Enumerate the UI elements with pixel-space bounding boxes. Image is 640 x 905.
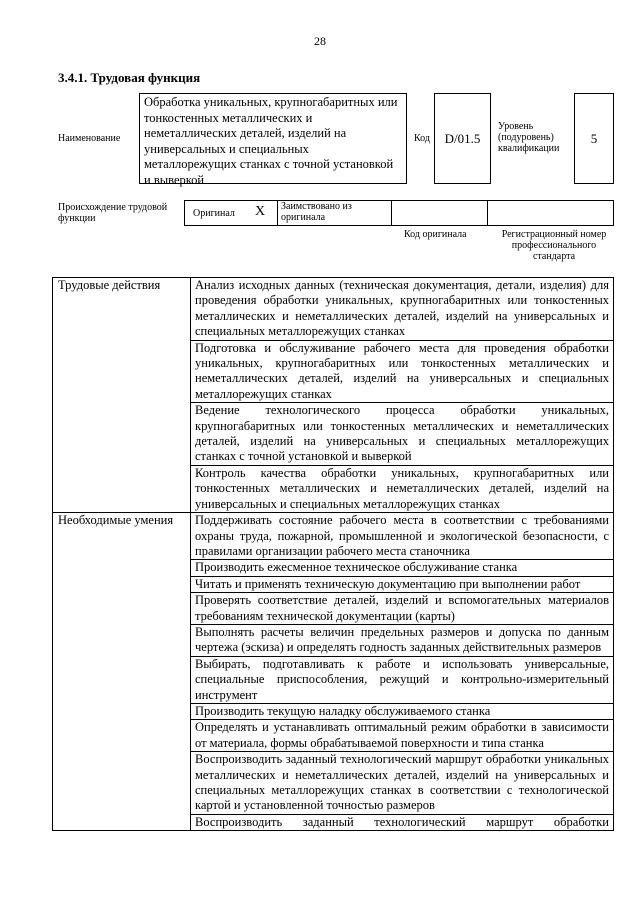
action-item: Ведение технологического процесса обработки уникальных, крупногабаритных или тонкостенных металлических и неметаллических деталей, изделий на универсальных и специальных металлорежущих станках с точной установкой и выверкой — [191, 403, 614, 466]
skill-item: Выбирать, подготавливать к работе и использовать универсальные, специальные приспособления, режущий и контрольно-измерительный инструмент — [191, 656, 614, 703]
skill-item: Воспроизводить заданный технологический маршрут обработки — [191, 814, 614, 830]
section-title: 3.4.1. Трудовая функция — [58, 70, 201, 85]
code-original-label: Код оригинала — [404, 229, 467, 240]
level-value-box: 5 — [574, 93, 614, 184]
reg-number-label: Регистрационный номер профессионального стандарта — [501, 229, 607, 262]
origin-divider — [487, 201, 488, 225]
borrowed-label: Заимствовано из оригинала — [281, 201, 352, 223]
code-label: Код — [414, 133, 430, 144]
function-table — [52, 277, 614, 831]
original-mark: X — [255, 204, 266, 219]
name-label: Наименование — [58, 133, 121, 144]
skill-item: Поддерживать состояние рабочего места в соответствии с требованиями охраны труда, пожарной, промышленной и экологической безопасности, с правилами организации рабочего места станочника — [191, 513, 614, 560]
skill-item: Производить текущую наладку обслуживаемого станка — [191, 703, 614, 719]
page-bottom-margin — [0, 845, 640, 905]
skill-item: Выполнять расчеты величин предельных размеров и допуска по данным чертежа (эскиза) и определять годность заданных действительных размеров — [191, 624, 614, 656]
action-item: Контроль качества обработки уникальных, крупногабаритных или тонкостенных металлических и неметаллических деталей, изделий на универсальных и специальных металлорежущих станках — [191, 465, 614, 512]
origin-label: Происхождение трудовой функции — [58, 202, 168, 224]
skill-item: Производить ежесменное техническое обслуживание станка — [191, 560, 614, 576]
actions-label: Трудовые действия — [53, 278, 191, 513]
origin-divider — [391, 201, 392, 225]
function-name-box: Обработка уникальных, крупногабаритных или тонкостенных металлических и неметаллических деталей, изделий на универсальных и специальных металлорежущих станках с точной установкой и выверкой — [139, 93, 407, 184]
action-item: Анализ исходных данных (техническая документация, детали, изделия) для проведения обработки уникальных, крупногабаритных или тонкостенных металлических и неметаллических деталей, изделий на универсальных и специальных металлорежущих станках — [191, 278, 614, 341]
origin-divider — [277, 201, 278, 225]
table-row — [53, 513, 614, 560]
skill-item: Проверять соответствие деталей, изделий и вспомогательных материалов требованиям технической документации (карты) — [191, 593, 614, 625]
level-label: Уровень (подуровень) квалификации — [498, 121, 560, 154]
skill-item: Воспроизводить заданный технологический маршрут обработки уникальных металлических и неметаллических деталей, изделий на универсальных и специальных металлорежущих станках в соответствии с технологической картой и установленной точностью размеров — [191, 752, 614, 815]
page-number: 28 — [314, 34, 326, 48]
skill-item: Читать и применять техническую документацию при выполнении работ — [191, 576, 614, 592]
code-value-box: D/01.5 — [434, 93, 491, 184]
skill-item: Определять и устанавливать оптимальный режим обработки в зависимости от материала, формы обрабатываемой поверхности и типа станка — [191, 720, 614, 752]
action-item: Подготовка и обслуживание рабочего места для проведения обработки уникальных, крупногабаритных или тонкостенных металлических и неметаллических деталей, изделий на универсальных и специальных металлорежущих станках — [191, 340, 614, 403]
table-row — [53, 278, 614, 341]
skills-label: Необходимые умения — [53, 513, 191, 831]
origin-box — [184, 200, 614, 226]
original-label: Оригинал — [193, 208, 235, 219]
